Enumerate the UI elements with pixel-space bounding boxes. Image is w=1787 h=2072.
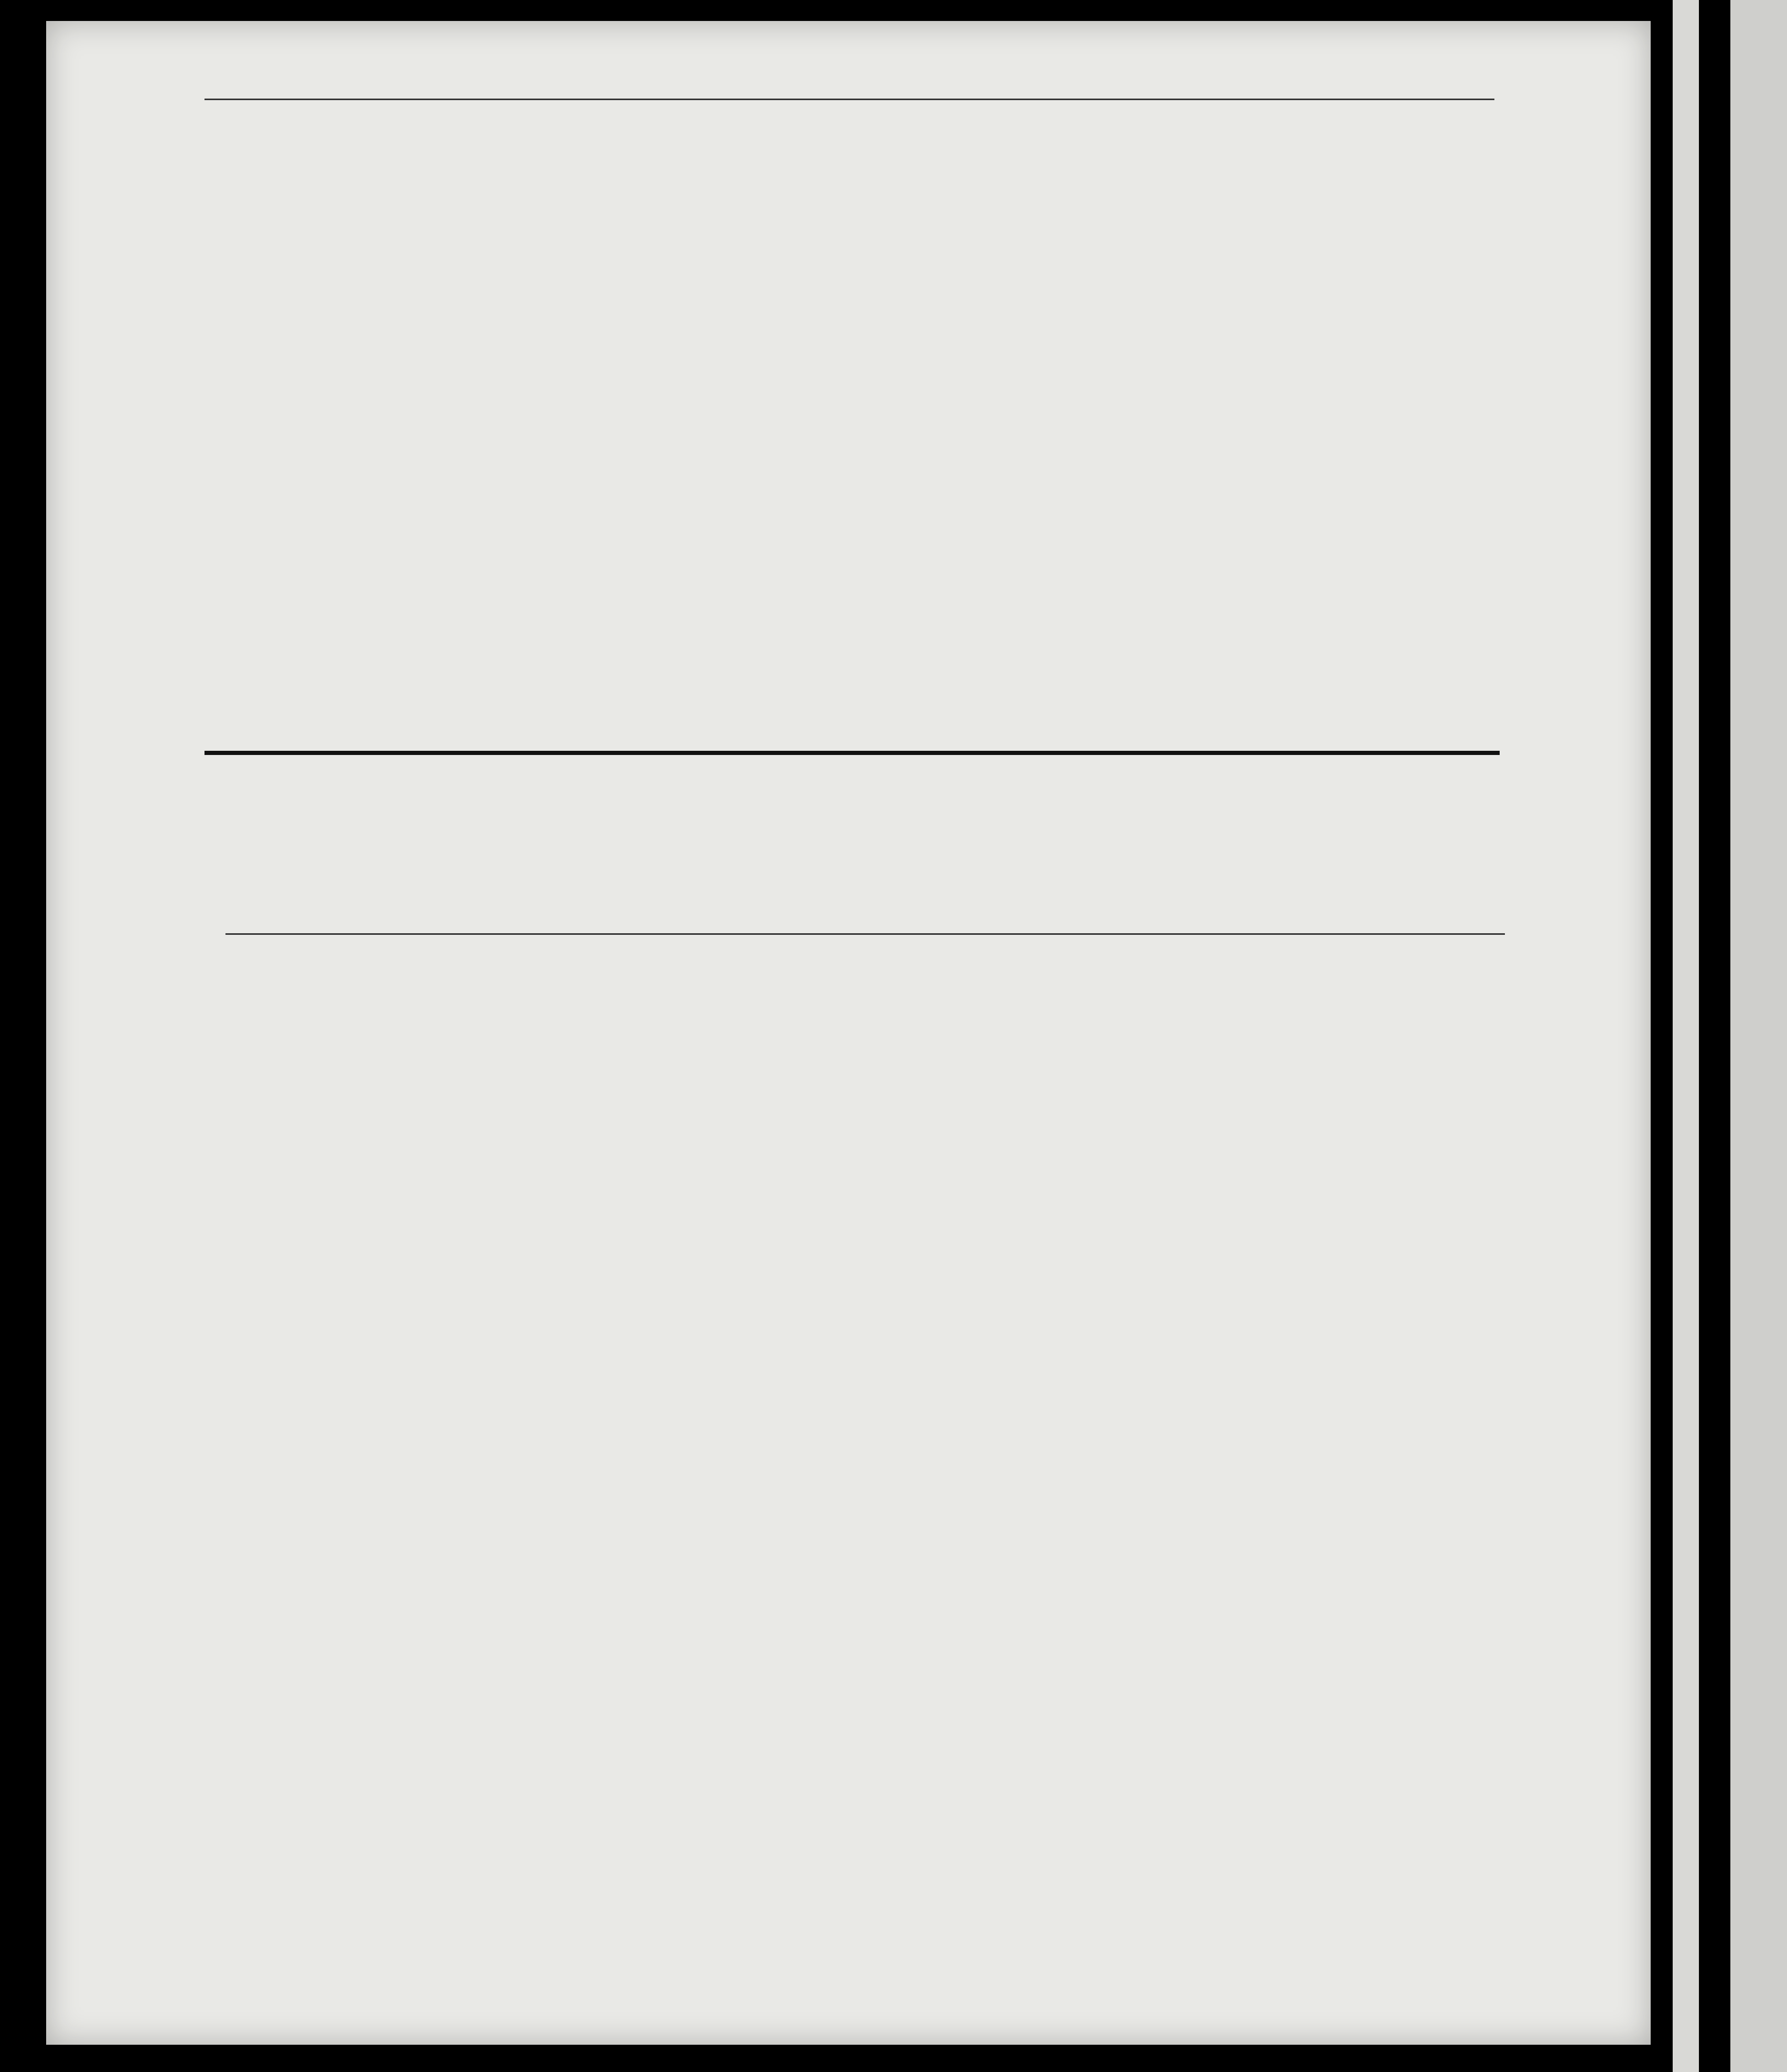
adjacent-page (1730, 0, 1787, 2072)
running-header (204, 52, 1510, 80)
section-divider (204, 751, 1500, 755)
sarnia-ingersoll-cards-grid (231, 938, 1505, 1987)
banner-rule (225, 933, 1505, 935)
adjacent-page-edge (1673, 0, 1699, 2072)
barrie-cards-grid (204, 105, 1500, 744)
header-rule (204, 99, 1494, 100)
